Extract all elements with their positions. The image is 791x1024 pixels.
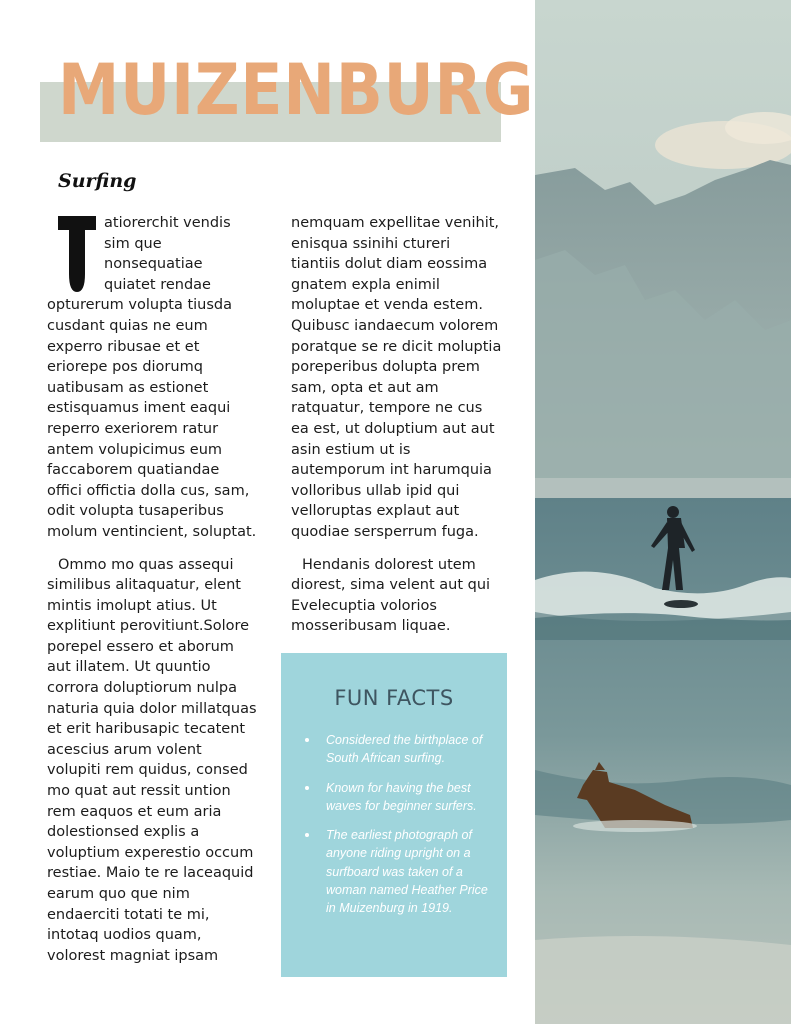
- list-item: [301, 826, 497, 917]
- paragraph-text: atiorerchit vendis sim que nonsequatiae quiatet rendae opturerum volupta tiusda cusdant quias ne eum experro ribusae et et eriorepe pos diorumq uatibusam as estionet estisquamus iment eaqui reperro exeriorem ratur antem volupicimus eum faccaborem quatiandae offici offictia dolla cus, sam, odit volupta tusaperibus molum ventincient, soluptat.: [47, 215, 257, 540]
- page-title: MUIZENBURG: [58, 49, 535, 131]
- surfing-photo: [535, 0, 791, 1024]
- bullet-icon: [305, 786, 309, 790]
- bullet-icon: [305, 833, 309, 837]
- paragraph: nemquam expellitae venihit, enisqua ssinihi ctureri tiantiis dolut diam eossima gnatem expla enimil moluptae et venda estem. Quibusc iandaecum volorem poratque se re dicit moluptia poreperibus dolupta prem sam, opta et aut am ratquatur, tempore ne cus ea est, ut doluptium aut aut asin estium ut is autemporum int harumquia volloribus ullab ipid qui velloruptas explaut aut quodiae sersperrum fuga.: [291, 215, 502, 540]
- fact-text: The earliest photograph of anyone riding upright on a surfboard was taken of a woman named Heather Price in Muizenburg in 1919.: [326, 828, 488, 916]
- text-column-right: [291, 213, 503, 637]
- bullet-icon: [305, 738, 309, 742]
- section-subtitle: Surfing: [58, 170, 137, 192]
- drop-cap-glyph: [58, 216, 96, 292]
- fun-facts-heading: FUN FACTS: [334, 686, 454, 710]
- fun-facts-box: [281, 653, 507, 977]
- fact-text: Considered the birthplace of South African surfing.: [326, 733, 483, 766]
- paragraph: Hendanis dolorest utem diorest, sima velent aut qui Evelecuptia volorios mosseribusam liquae.: [291, 556, 491, 635]
- list-item: [301, 779, 497, 816]
- text-column-left: [47, 213, 257, 966]
- list-item: [301, 731, 497, 768]
- paragraph: [47, 213, 257, 543]
- fun-facts-list: [301, 731, 497, 929]
- paragraph: Ommo mo quas assequi similibus alitaquatur, elent mintis imolupt atius. Ut explitiunt perovitiunt.Solore porepel essero et aborum aut illatem. Ut quuntio corrora doluptiorum nulpa naturia quia dolor millatquas et erit haribusapic tecatent acescius arum volent volupiti rem quidus, consed mo quat aut ressit untion rem eaquos et eum aria dolestionsed explis a voluptium experestio occum restiae. Maio te re laceaquid earum quo que nim endaerciti totati te mi, intotaq uodios quam, volorest magniat ipsam: [47, 556, 257, 964]
- drop-cap: [58, 216, 96, 292]
- photo-illustration: [535, 0, 791, 1024]
- fact-text: Known for having the best waves for beginner surfers.: [326, 780, 477, 813]
